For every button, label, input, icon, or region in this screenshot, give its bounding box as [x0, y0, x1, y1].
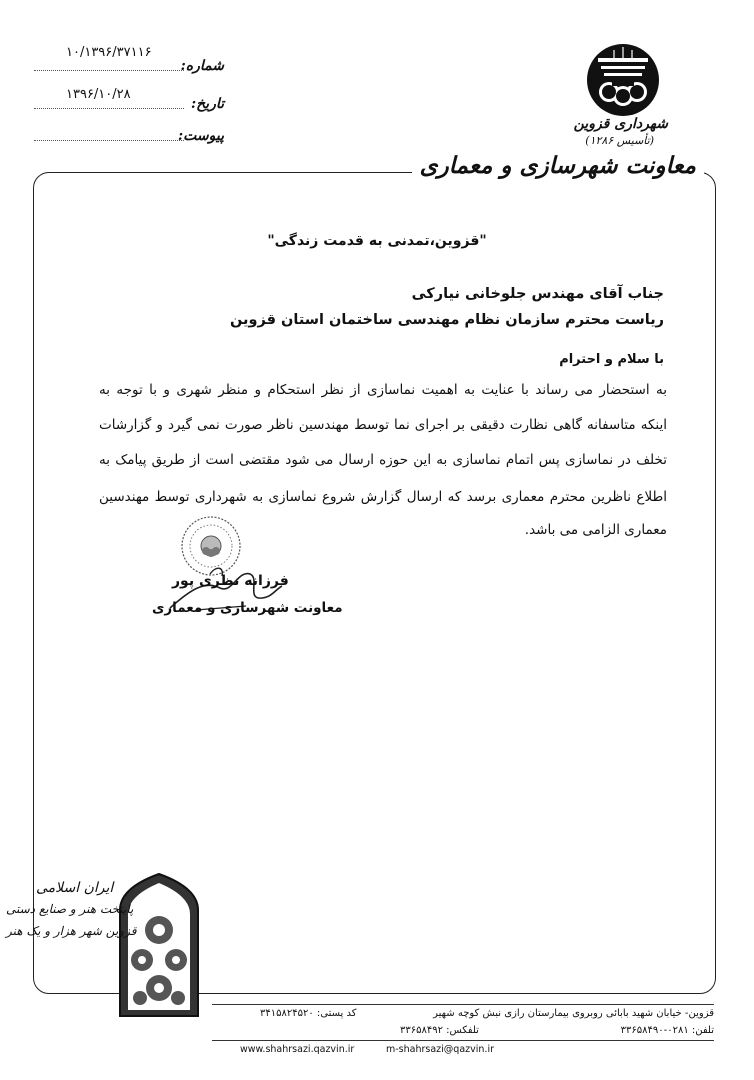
letter-number-line: [34, 70, 184, 71]
footer-address: قزوین- خیابان شهید بابائی روبروی بیمارستان رازی نبش کوچه شهیر: [433, 1008, 714, 1019]
logo-founded: (تأسیس ۱۲۸۶): [585, 134, 654, 147]
letter-number-row: [34, 45, 224, 74]
badge-line-2: پایتخت هنر و صنایع دستی: [6, 902, 134, 916]
cultural-badge-emblem: [112, 870, 207, 1018]
recipient-name: جناب آقای مهندس جلوخانی نیارکی: [411, 286, 664, 302]
badge-line-1: ایران اسلامی: [36, 880, 114, 896]
municipality-logo: [568, 36, 678, 146]
letter-number-label: شماره:: [180, 58, 224, 74]
letter-date-label: تاریخ:: [190, 96, 224, 112]
letter-date-value: ۱۳۹۶/۱۰/۲۸: [66, 87, 131, 102]
tile-emblem-icon: [112, 870, 207, 1018]
letter-date-row: [34, 87, 224, 112]
footer-rule: [212, 1004, 714, 1005]
logo-org-name: شهرداری قزوین: [573, 116, 668, 132]
signatory-title: معاونت شهرسازی و معماری: [152, 600, 343, 616]
footer-postal-code: کد پستی: ۳۴۱۵۸۲۴۵۲۰: [260, 1008, 357, 1019]
attachment-label: پیوست:: [178, 128, 224, 144]
footer-phone: تلفن: ۰۲۸۱-۳۳۶۵۸۴۹۰: [620, 1025, 714, 1036]
signatory-name: فرزانه نظری پور: [172, 573, 289, 589]
attachment-row: [34, 122, 224, 144]
body-line-3: تخلف در نماسازی پس اتمام نماسازی به این حوزه ارسال می شود مقتضی است از طریق پیامک به: [99, 452, 667, 468]
municipality-emblem-icon: [568, 36, 678, 116]
body-line-2: اینکه متاسفانه گاهی نظارت دقیقی بر اجرای نما توسط مهندسین ناظر صورت نمی گیرد و گزارشات: [99, 417, 667, 433]
department-title: معاونت شهرسازی و معماری: [412, 152, 704, 179]
footer-rule-2: [212, 1040, 714, 1041]
city-motto: "قزوین،تمدنی به قدمت زندگی": [267, 233, 487, 249]
footer-website[interactable]: www.shahrsazi.qazvin.ir: [240, 1044, 355, 1055]
greeting: با سلام و احترام: [559, 352, 664, 367]
attachment-line: [34, 140, 184, 141]
body-line-5: معماری الزامی می باشد.: [524, 522, 667, 538]
footer-email[interactable]: m-shahrsazi@qazvin.ir: [386, 1044, 494, 1055]
body-line-1: به استحضار می رساند با عنایت به اهمیت نماسازی از نظر استحکام و منظر شهری و با توجه به: [99, 382, 667, 398]
recipient-title: ریاست محترم سازمان نظام مهندسی ساختمان استان قزوین: [229, 312, 664, 328]
badge-line-3: قزوین شهر هزار و یک هنر: [6, 924, 137, 938]
letter-date-line: [34, 108, 184, 109]
letter-number-value: ۱۰/۱۳۹۶/۳۷۱۱۶: [66, 45, 152, 60]
body-line-4: اطلاع ناظرین محترم معماری برسد که ارسال گزارش شروع نماسازی به شهرداری توسط مهندسین: [99, 489, 667, 505]
footer-fax: تلفکس: ۳۳۶۵۸۴۹۲: [400, 1025, 479, 1036]
